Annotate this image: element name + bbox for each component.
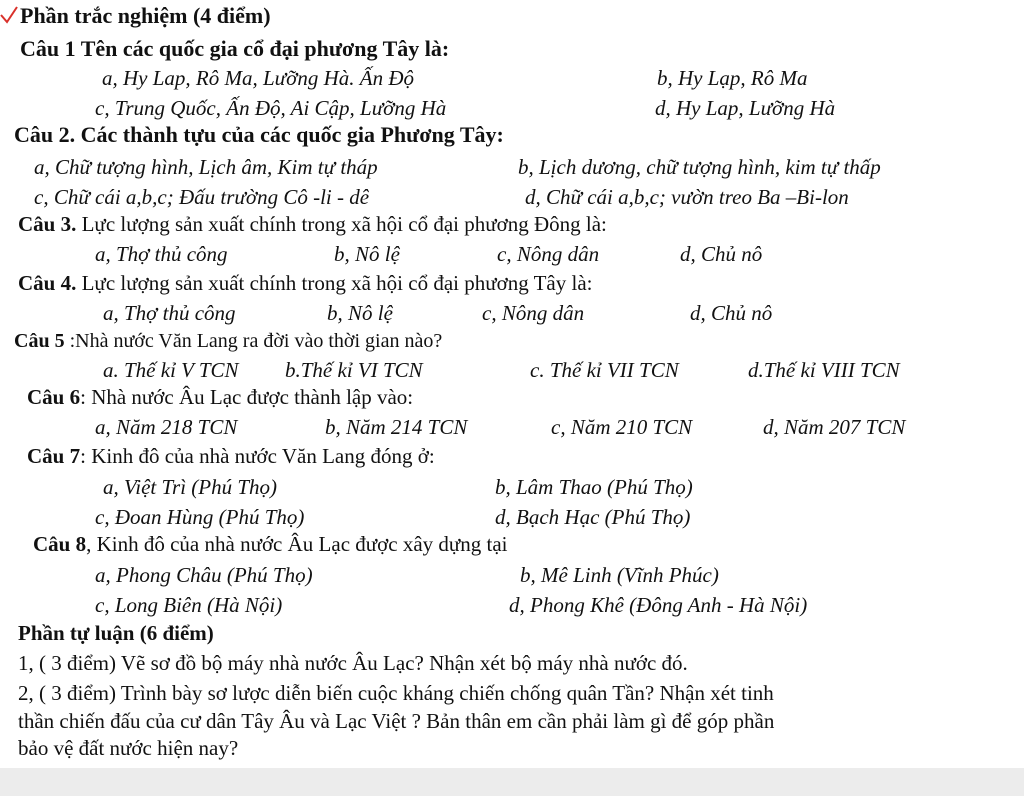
essay-item-2-line-1: 2, ( 3 điểm) Trình bày sơ lược diễn biến cuộc kháng chiến chống quân Tần? Nhận xét tinh: [18, 681, 774, 705]
question-5-text: :Nhà nước Văn Lang ra đời vào thời gian nào?: [64, 330, 443, 352]
question-7: [27, 443, 435, 469]
question-7-text: : Kinh đô của nhà nước Văn Lang đóng ở:: [80, 444, 435, 468]
question-8-label: Câu 8: [33, 532, 87, 556]
essay-item-1: 1, ( 3 điểm) Vẽ sơ đồ bộ máy nhà nước Âu Lạc? Nhận xét bộ máy nhà nước đó.: [18, 651, 688, 675]
question-1: Câu 1 Tên các quốc gia cổ đại phương Tây là:: [20, 36, 450, 61]
red-check-mark-icon: [0, 6, 18, 24]
question-5: [14, 328, 442, 354]
q2-option-a: a, Chữ tượng hình, Lịch âm, Kim tự tháp: [34, 155, 378, 179]
q1-option-a: a, Hy Lap, Rô Ma, Lưỡng Hà. Ấn Độ: [102, 66, 414, 90]
q2-option-d: d, Chữ cái a,b,c; vườn treo Ba –Bi-lon: [525, 185, 849, 209]
question-8: [33, 531, 508, 557]
q7-option-b: b, Lâm Thao (Phú Thọ): [495, 475, 693, 499]
q6-option-b: b, Năm 214 TCN: [325, 415, 468, 439]
q4-option-a: a, Thợ thủ công: [103, 301, 236, 325]
q6-option-d: d, Năm 207 TCN: [763, 415, 906, 439]
q8-option-c: c, Long Biên (Hà Nội): [95, 593, 283, 617]
question-3-label: Câu 3.: [18, 212, 77, 236]
q5-option-c: c. Thế kỉ VII TCN: [530, 358, 679, 382]
question-5-label: Câu 5: [14, 330, 65, 352]
q8-option-d: d, Phong Khê (Đông Anh - Hà Nội): [509, 593, 808, 617]
essay-item-2-line-2: thần chiến đấu của cư dân Tây Âu và Lạc Việt ? Bản thân em cần phải làm gì để góp phần: [18, 709, 775, 733]
question-3-text: Lực lượng sản xuất chính trong xã hội cổ đại phương Đông là:: [76, 212, 607, 236]
q4-option-d: d, Chủ nô: [690, 301, 773, 325]
q5-option-a: a. Thế kỉ V TCN: [103, 358, 239, 382]
q3-option-c: c, Nông dân: [497, 242, 600, 266]
q3-option-b: b, Nô lệ: [334, 242, 400, 266]
question-6-text: : Nhà nước Âu Lạc được thành lập vào:: [80, 385, 414, 409]
q1-option-b: b, Hy Lạp, Rô Ma: [657, 66, 808, 90]
q3-option-d: d, Chủ nô: [680, 242, 763, 266]
question-2: Câu 2. Các thành tựu của các quốc gia Phương Tây:: [14, 122, 504, 147]
question-6: [27, 384, 413, 410]
q5-option-b: b.Thế kỉ VI TCN: [285, 358, 423, 382]
q8-option-a: a, Phong Châu (Phú Thọ): [95, 563, 313, 587]
q5-option-d: d.Thế kỉ VIII TCN: [748, 358, 900, 382]
q1-option-c: c, Trung Quốc, Ấn Độ, Ai Cập, Lưỡng Hà: [95, 96, 447, 120]
q8-option-b: b, Mê Linh (Vĩnh Phúc): [520, 563, 719, 587]
q4-option-c: c, Nông dân: [482, 301, 585, 325]
question-4: [18, 270, 592, 296]
question-7-label: Câu 7: [27, 444, 81, 468]
question-3: [18, 211, 607, 237]
q3-option-a: a, Thợ thủ công: [95, 242, 228, 266]
q6-option-a: a, Năm 218 TCN: [95, 415, 238, 439]
question-6-label: Câu 6: [27, 385, 81, 409]
q7-option-c: c, Đoan Hùng (Phú Thọ): [95, 505, 305, 529]
essay-item-2-line-3: bảo vệ đất nước hiện nay?: [18, 736, 239, 760]
q4-option-b: b, Nô lệ: [327, 301, 393, 325]
section-multiple-choice-title: Phần trắc nghiệm (4 điểm): [20, 3, 271, 28]
question-4-text: Lực lượng sản xuất chính trong xã hội cổ đại phương Tây là:: [76, 271, 593, 295]
question-8-text: , Kinh đô của nhà nước Âu Lạc được xây dựng tại: [86, 532, 508, 556]
q1-option-d: d, Hy Lap, Lưỡng Hà: [655, 96, 836, 120]
q7-option-d: d, Bạch Hạc (Phú Thọ): [495, 505, 691, 529]
q7-option-a: a, Việt Trì (Phú Thọ): [103, 475, 278, 499]
q2-option-c: c, Chữ cái a,b,c; Đấu trường Cô -li - dê: [34, 185, 370, 209]
bottom-gray-band: [0, 768, 1024, 796]
q2-option-b: b, Lịch dương, chữ tượng hình, kim tự thấp: [518, 155, 881, 179]
section-essay-title: Phần tự luận (6 điểm): [18, 621, 214, 645]
question-4-label: Câu 4.: [18, 271, 77, 295]
q6-option-c: c, Năm 210 TCN: [551, 415, 693, 439]
